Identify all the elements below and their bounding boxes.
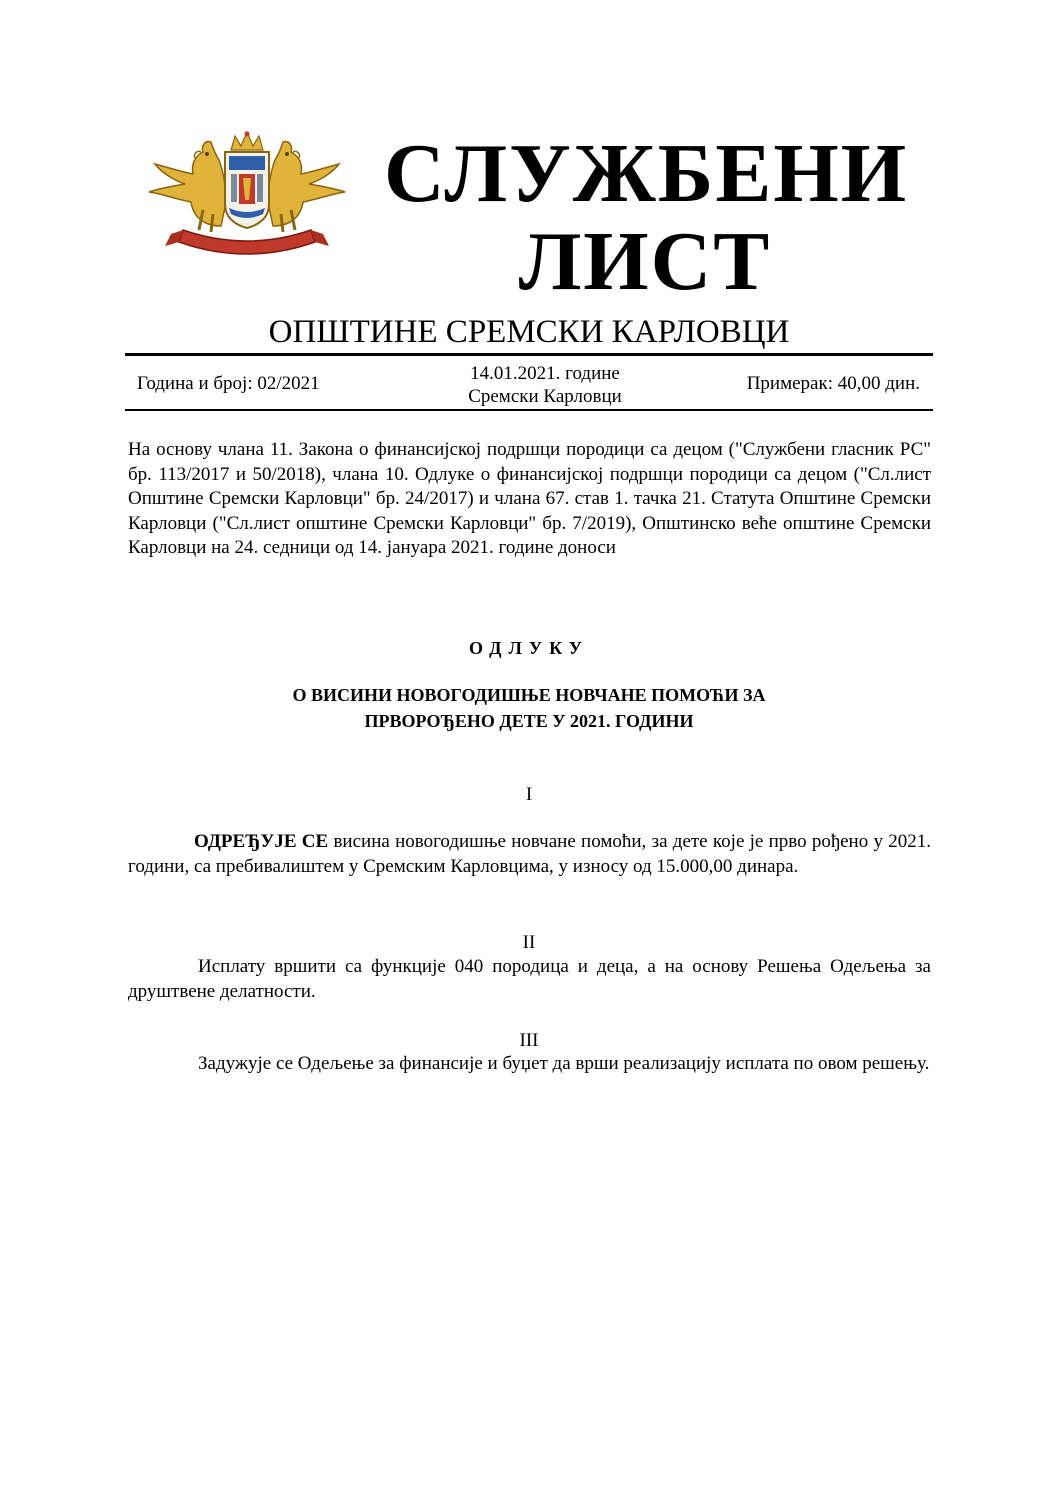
article-2-paragraph <box>128 955 931 1004</box>
top-divider <box>125 353 933 356</box>
subtitle-line1: О ВИСИНИ НОВОГОДИШЊЕ НОВЧАНЕ ПОМОЋИ ЗА <box>292 685 766 705</box>
decision-title: ОДЛУКУ <box>468 638 589 658</box>
article-1-number: I <box>525 784 533 805</box>
masthead-title-line2: ЛИСТ <box>518 215 772 308</box>
article-1-text: висина новогодишње новчане помоћи, за дете које је прво рођено у 2021. години, са пребивалиштем у Сремским Карловцима, у износу од 15.000,00 динара. <box>128 831 932 877</box>
article-1-lead: ОДРЕЂУЈЕ СЕ <box>194 831 329 852</box>
decision-subtitle <box>125 682 933 734</box>
article-3-paragraph <box>128 1052 931 1077</box>
issue-date: 14.01.2021. године <box>470 363 620 384</box>
issue-price: Примерак: 40,00 дин. <box>746 373 920 394</box>
article-2-number: II <box>522 932 536 953</box>
article-3-number: III <box>519 1030 539 1051</box>
article-1-paragraph <box>128 830 931 879</box>
issue-place: Сремски Карловци <box>468 386 622 407</box>
issue-number: Година и број: 02/2021 <box>137 373 320 394</box>
masthead-title-line1: СЛУЖБЕНИ <box>383 127 909 220</box>
intro-paragraph: На основу члана 11. Закона о финансијској подршци породици са децом ("Службени гласник РС" бр. 113/2017 и 50/2018), члана 10. Одлуке о финансијској подршци породици са децом ("Сл.лист Општине Сремски Карловци" бр. 24/2017) и члана 67. став 1. тачка 21. Статута Општине Сремски Карловци ("Сл.лист општине Сремски Карловци" бр. 7/2019), Општинско веће општине Сремски Карловци на 24. седници од 14. јануара 2021. године доноси <box>128 439 931 558</box>
municipality-name: ОПШТИНЕ СРЕМСКИ КАРЛОВЦИ <box>268 314 790 350</box>
issue-date-place <box>440 362 650 408</box>
coat-of-arms-icon <box>143 130 351 268</box>
bottom-divider <box>125 409 933 411</box>
subtitle-line2: ПРВОРОЂЕНО ДЕТЕ У 2021. ГОДИНИ <box>364 711 694 731</box>
article-2-text: Исплату вршити са функције 040 породица и деца, а на основу Решења Одељења за друштвене делатности. <box>128 956 931 1002</box>
masthead <box>360 128 930 308</box>
article-3-text: Задужује се Одељење за финансије и буџет да врши реализацију исплата по овом решењу. <box>198 1053 930 1074</box>
